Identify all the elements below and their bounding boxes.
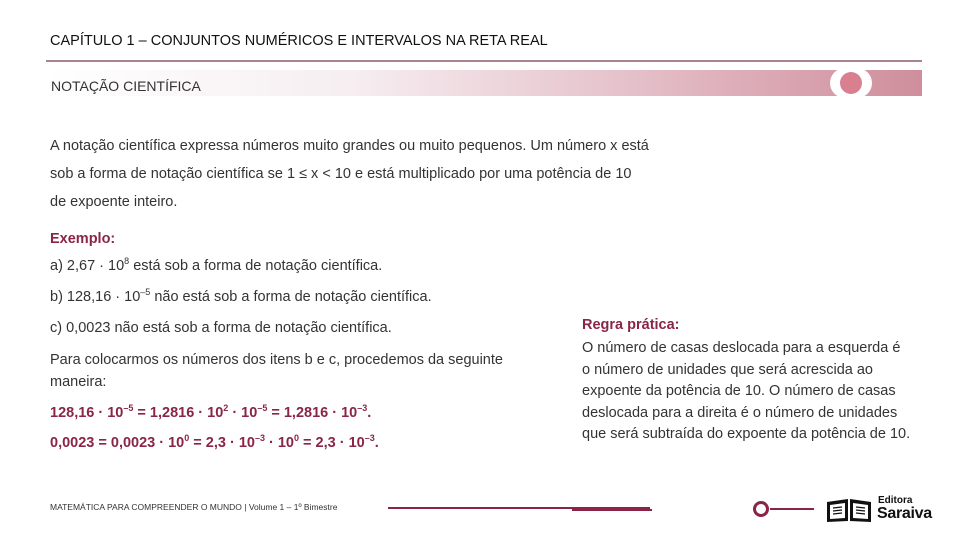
- calculation-line-1: $128,16 \cdot 10^{-5} = 1,2816 \cdot 10^2 \cdot 10^{-5} = 1,2816 \cdot 10^{-3}$.: [50, 403, 372, 421]
- rule-label: Regra prática:: [582, 317, 680, 333]
- procedure-paragraph: Para colocarmos os números dos itens b e c, procedemos da seguinte maneira:: [50, 352, 503, 390]
- logo-saraiva-text: Saraiva: [877, 505, 932, 522]
- book-logo-icon: [824, 496, 874, 524]
- intro-paragraph: A notação científica expressa números muito grandes ou muito pequenos. Um número x está sob a forma de notação científica se 1 ≤ x < 10 e está multiplicado por uma potência de 10 de expoente inteiro.: [50, 138, 649, 210]
- calculation-line-2: $0,0023 = 0,0023 \cdot 10^0 = 2,3 \cdot 10^{-3} \cdot 10^0 = 2,3 \cdot 10^{-3}$.: [50, 433, 379, 451]
- section-title: NOTAÇÃO CIENTÍFICA: [51, 78, 201, 94]
- footer-divider-accent: [572, 509, 652, 511]
- chapter-title: CAPÍTULO 1 – CONJUNTOS NUMÉRICOS E INTERVALOS NA RETA REAL: [50, 33, 548, 49]
- example-item-b: b) $128,16 \cdot 10^{-5}$ não está sob a forma de notação científica.: [50, 287, 432, 305]
- logo-editora-text: Editora: [878, 495, 913, 506]
- footer-text: MATEMÁTICA PARA COMPREENDER O MUNDO | Volume 1 – 1º Bimestre: [50, 502, 338, 512]
- footer-ring-icon: [753, 501, 769, 517]
- rule-paragraph: O número de casas deslocada para a esquerda é o número de unidades que será acrescida ao expoente da potência de 10. O número de casas deslocada para a direita é o número de unidades que será subtraída do expoente da potência de 10.: [582, 340, 911, 442]
- header-divider: [46, 60, 922, 62]
- footer-divider-end: [770, 508, 814, 510]
- example-item-a: a) $2,67 \cdot 10^8$ está sob a forma de notação científica.: [50, 256, 383, 274]
- section-dot-icon: [840, 72, 862, 94]
- example-item-c: c) 0,0023 não está sob a forma de notação científica.: [50, 320, 392, 336]
- example-label: Exemplo:: [50, 231, 116, 247]
